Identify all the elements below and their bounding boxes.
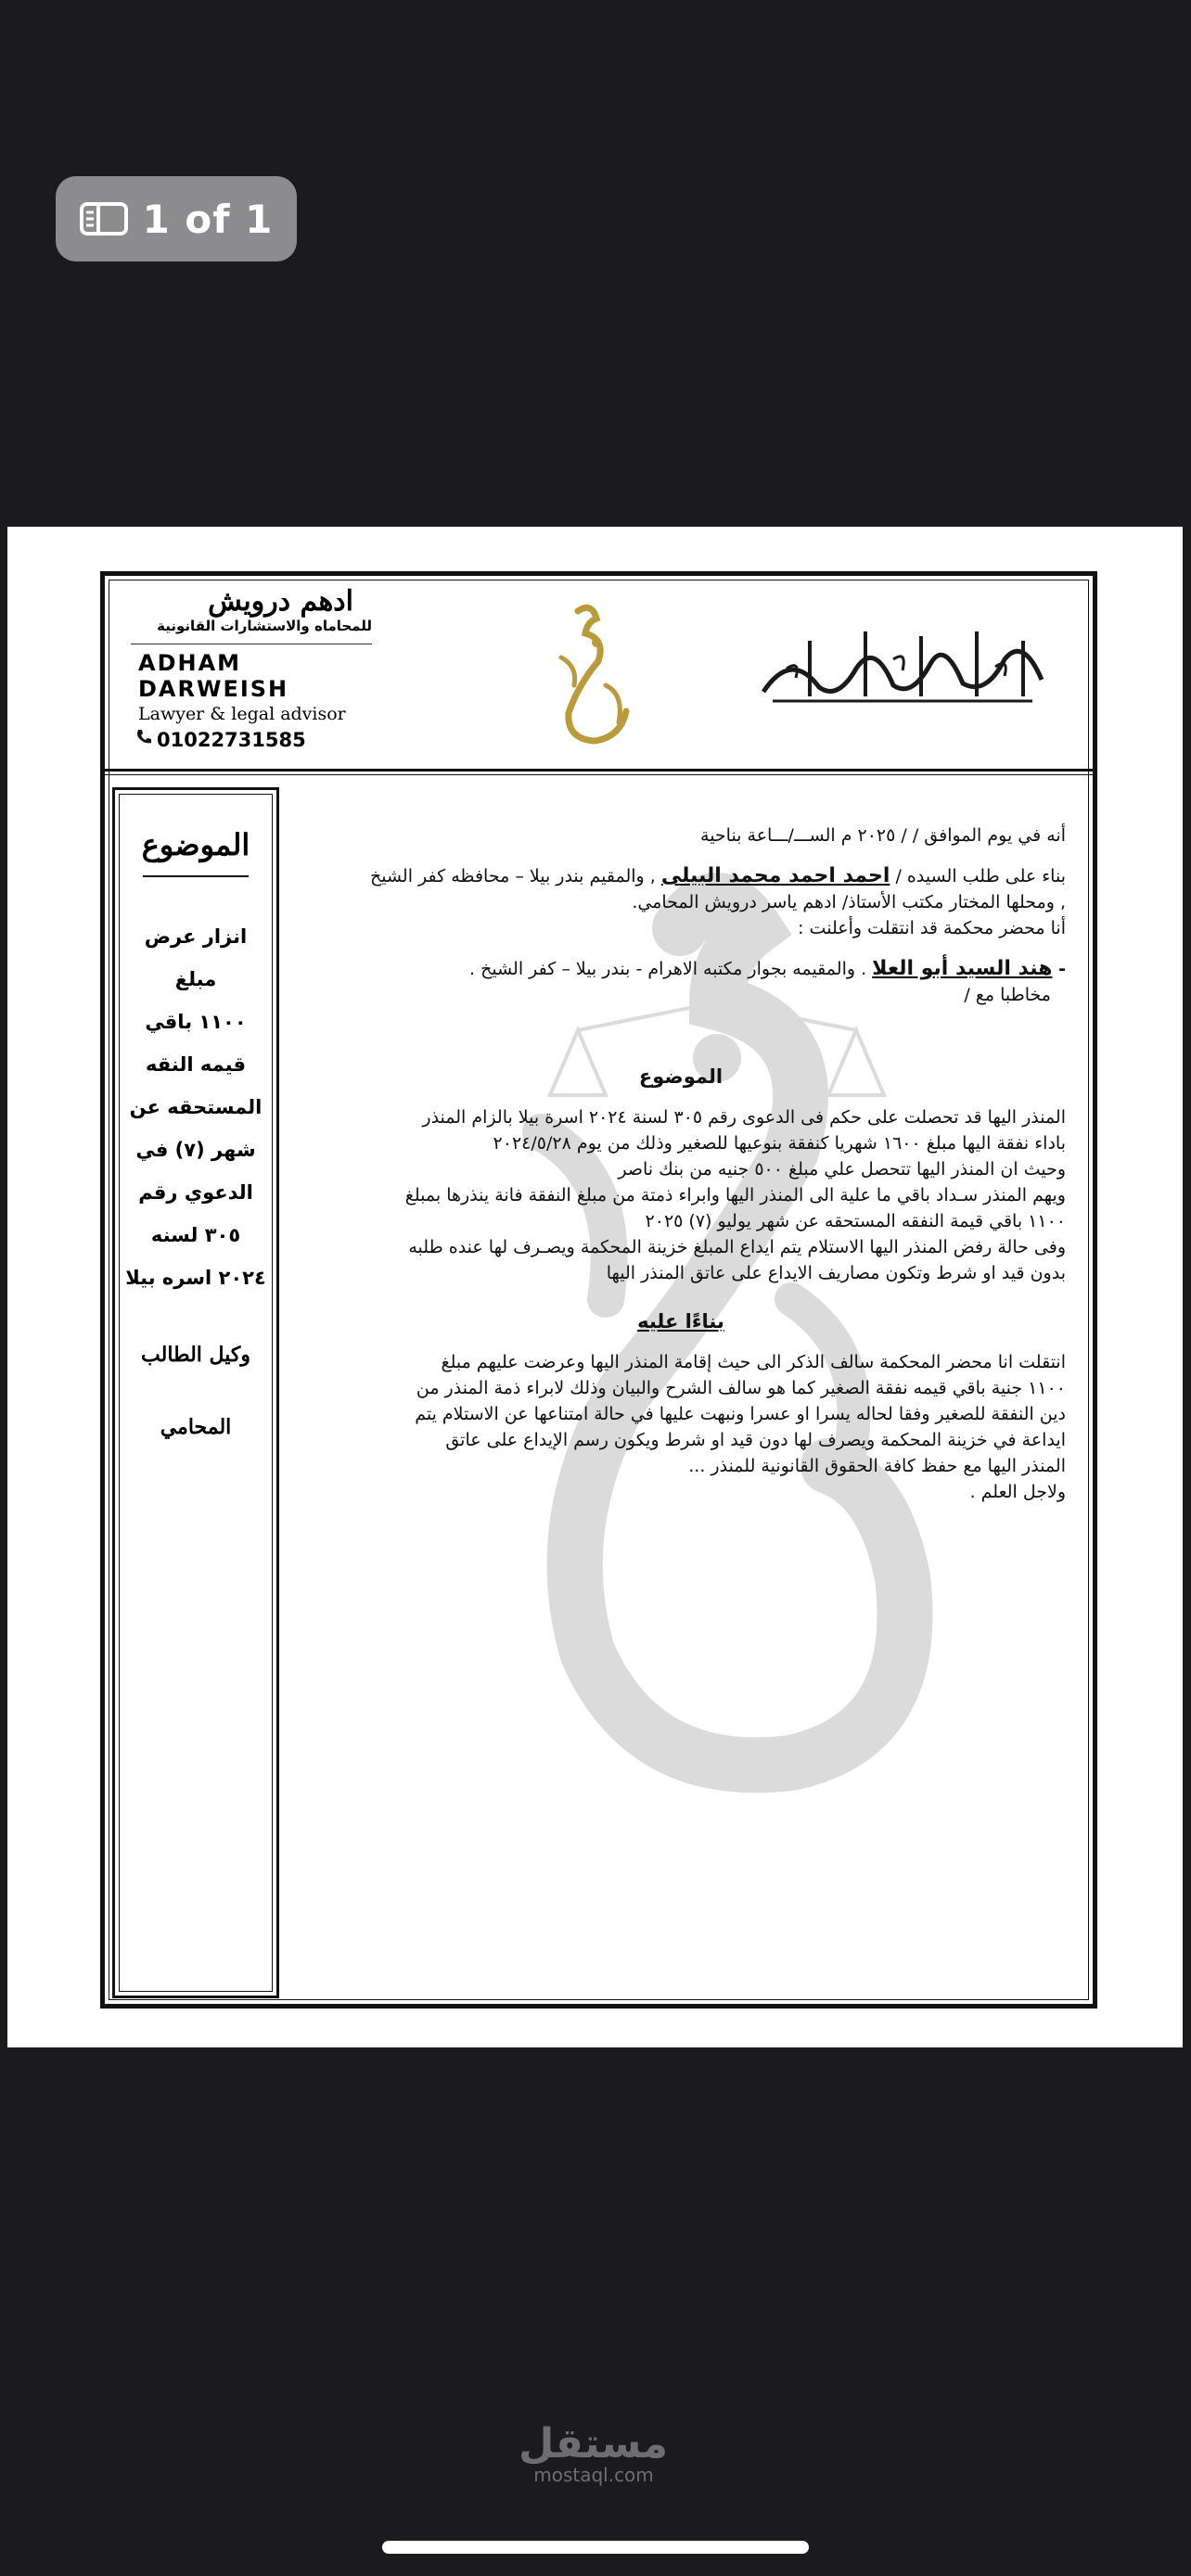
- subject-heading: الموضوع: [638, 1065, 724, 1088]
- accordingly-paragraph-line: ولاجل العلم .: [969, 1482, 1066, 1502]
- bailiff-line: أنا محضر محكمة قد انتقلت وأعلنت :: [798, 918, 1066, 938]
- document-frame: [100, 571, 1097, 2009]
- office-line: , ومحلها المختار مكتب الأستاذ/ ادهم ياسر درويش المحامي.: [632, 892, 1066, 912]
- respondent-name: هند السيد أبو العلا: [872, 957, 1053, 980]
- office-name-english: ADHAM DARWEISH: [138, 650, 289, 702]
- phone-icon: [134, 728, 153, 751]
- sidebar-line: انزار عرض مبلغ: [144, 925, 248, 990]
- accordingly-paragraph-line: ١١٠٠ جنية باقي قيمه نفقة الصغير كما هو سالف الشرح والبيان وذلك لابراء ذمة المنذر من: [416, 1378, 1066, 1398]
- sidebar-pages-icon: [80, 202, 128, 236]
- subject-sidebar: [112, 787, 279, 1998]
- sidebar-line: الدعوي رقم: [138, 1181, 253, 1204]
- subject-paragraph-line: باداء نفقة اليها مبلغ ١٦٠٠ شهريا كنفقة بنوعيها للصغير وذلك من يوم ٢٠٢٤/٥/٢٨: [493, 1133, 1066, 1154]
- subject-paragraph-line: وحيث ان المنذر اليها تتحصل علي مبلغ ٥٠٠ جنيه من بنك ناصر: [618, 1159, 1066, 1180]
- accordingly-paragraph-line: انتقلت انا محضر المحكمة سالف الذكر الى حيث إقامة المنذر اليها وعرضت عليهم مبلغ: [441, 1352, 1066, 1372]
- home-indicator[interactable]: [382, 2541, 809, 2554]
- sidebar-line: قيمه النقه: [146, 1053, 246, 1076]
- sidebar-signature: [124, 1319, 267, 1463]
- office-name-arabic: ادهم درويش: [208, 585, 353, 618]
- requester-name: احمد احمد محمد البيلى: [660, 864, 890, 887]
- phone-number: 01022731585: [157, 728, 306, 751]
- request-line: بناء على طلب السيده / احمد احمد محمد البيلى , والمقيم بندر بيلا – محافظه كفر الشيخ: [369, 864, 1066, 887]
- respondent-line: - هند السيد أبو العلا . والمقيمه بجوار مكتبه الاهرام - بندر بيلا – كفر الشيخ .: [469, 957, 1066, 980]
- sidebar-line: ٣٠٥ لسنه: [150, 1224, 241, 1246]
- sidebar-title: الموضوع: [141, 827, 250, 862]
- office-subtitle-arabic: للمحاماه والاستشارات القانونية: [157, 618, 372, 634]
- subject-paragraph-line: ويهم المنذر سـداد باقي ما علية الى المنذر اليها وابراء ذمتة من مبلغ النفقة فانة ينذرها بمبلغ: [404, 1185, 1066, 1205]
- accordingly-heading: بناءًا عليه: [637, 1310, 724, 1333]
- office-subtitle-english: Lawyer & legal advisor: [138, 704, 346, 724]
- document-page: [7, 527, 1183, 2047]
- accordingly-paragraph-line: ايداعة في خزينة المحكمة ويصرف لها دون قيد او شرط ويكون رسم الإيداع على عاتق: [445, 1430, 1066, 1450]
- brand-english: mostaql.com: [533, 2464, 654, 2486]
- basmala-text: [754, 613, 755, 614]
- sidebar-line: ٢٠٢٤ اسره بيلا: [125, 1267, 266, 1289]
- sidebar-line: شهر (٧) في: [135, 1139, 256, 1161]
- page-indicator[interactable]: [56, 176, 297, 261]
- notice-body: [296, 808, 1066, 1505]
- sidebar-sign-role: وكيل الطالب: [141, 1343, 250, 1367]
- sidebar-line: ١١٠٠ باقي: [145, 1011, 247, 1033]
- date-line: أنه في يوم الموافق / / ٢٠٢٥ م الســـ/ـــاعة بناحية: [700, 825, 1066, 846]
- addressed-line: مخاطبا مع /: [964, 985, 1051, 1005]
- sidebar-line: المستحقه عن: [129, 1096, 263, 1118]
- basmala-calligraphy: [754, 613, 1051, 724]
- accordingly-paragraph-line: دين النفقة للصغير وفقا لحاله يسرا او عسرا ونبهت عليها في حالة امتناعها عن الاستلام يتم: [415, 1404, 1066, 1424]
- accordingly-paragraph-line: المنذر اليها مع حفظ كافة الحقوق القانونية للمنذر ...: [688, 1456, 1066, 1476]
- subject-paragraph-line: بدون قيد او شرط وتكون مصاريف الايداع على عاتق المنذر اليها: [606, 1263, 1066, 1283]
- subject-paragraph-line: وفى حالة رفض المنذر اليها الاستلام يتم ايداع المبلغ خزينة المحكمة ويصـرف لها عنده طلبه: [408, 1237, 1066, 1257]
- mostaql-logo: [519, 2420, 668, 2486]
- sidebar-summary: [124, 915, 267, 1299]
- subject-paragraph-line: ١١٠٠ باقي قيمة النفقه المستحقه عن شهر يوليو (٧) ٢٠٢٥: [645, 1211, 1066, 1231]
- sidebar-sign-title: المحامي: [160, 1415, 232, 1439]
- brand-arabic: مستقل: [519, 2420, 668, 2468]
- calligraphy-emblem-icon: [541, 602, 643, 759]
- subject-paragraph-line: المنذر اليها قد تحصلت على حكم فى الدعوى رقم ٣٠٥ لسنة ٢٠٢٤ اسرة بيلا بالزام المنذر: [422, 1107, 1066, 1128]
- office-letterhead: [131, 585, 372, 771]
- office-phone: [134, 728, 372, 751]
- page-indicator-label: 1 of 1: [142, 196, 274, 242]
